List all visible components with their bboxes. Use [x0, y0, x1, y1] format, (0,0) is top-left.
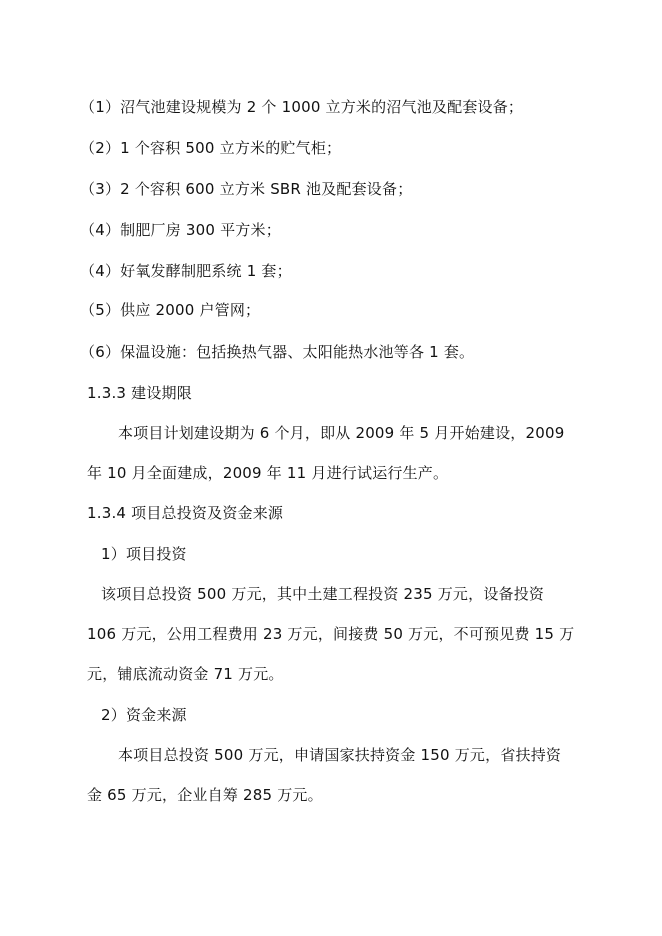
item-5-pipe-network: （5）供应 2000 户管网；	[80, 301, 261, 319]
section-heading-construction-period: 1.3.3 建设期限	[87, 384, 192, 402]
item-3-sbr-tank: （3）2 个容积 600 立方米 SBR 池及配套设备；	[80, 180, 413, 198]
paragraph-investment-line-3: 元，铺底流动资金 71 万元。	[87, 665, 284, 683]
paragraph-investment-line-1: 该项目总投资 500 万元，其中土建工程投资 235 万元，设备投资	[101, 585, 545, 603]
paragraph-funding-line-2: 金 65 万元，企业自筹 285 万元。	[87, 786, 323, 804]
item-4-fertilizer-plant: （4）制肥厂房 300 平方米；	[80, 221, 281, 239]
item-4-aerobic-system: （4）好氧发酵制肥系统 1 套；	[80, 262, 292, 280]
paragraph-investment-line-2: 106 万元，公用工程费用 23 万元，间接费 50 万元，不可预见费 15 万	[87, 625, 575, 643]
item-6-insulation: （6）保温设施：包括换热气器、太阳能热水池等各 1 套。	[80, 343, 475, 361]
subheading-funding-source: 2）资金来源	[101, 706, 187, 724]
item-2-gas-holder: （2）1 个容积 500 立方米的贮气柜；	[80, 139, 342, 157]
paragraph-schedule-line-2: 年 10 月全面建成，2009 年 11 月进行试运行生产。	[87, 464, 449, 482]
item-1-digester-scale: （1）沼气池建设规模为 2 个 1000 立方米的沼气池及配套设备；	[80, 98, 524, 116]
subheading-project-investment: 1）项目投资	[101, 545, 187, 563]
paragraph-funding-line-1: 本项目总投资 500 万元，申请国家扶持资金 150 万元，省扶持资	[118, 746, 562, 764]
paragraph-schedule-line-1: 本项目计划建设期为 6 个月，即从 2009 年 5 月开始建设，2009	[118, 424, 565, 442]
section-heading-investment: 1.3.4 项目总投资及资金来源	[87, 504, 284, 522]
